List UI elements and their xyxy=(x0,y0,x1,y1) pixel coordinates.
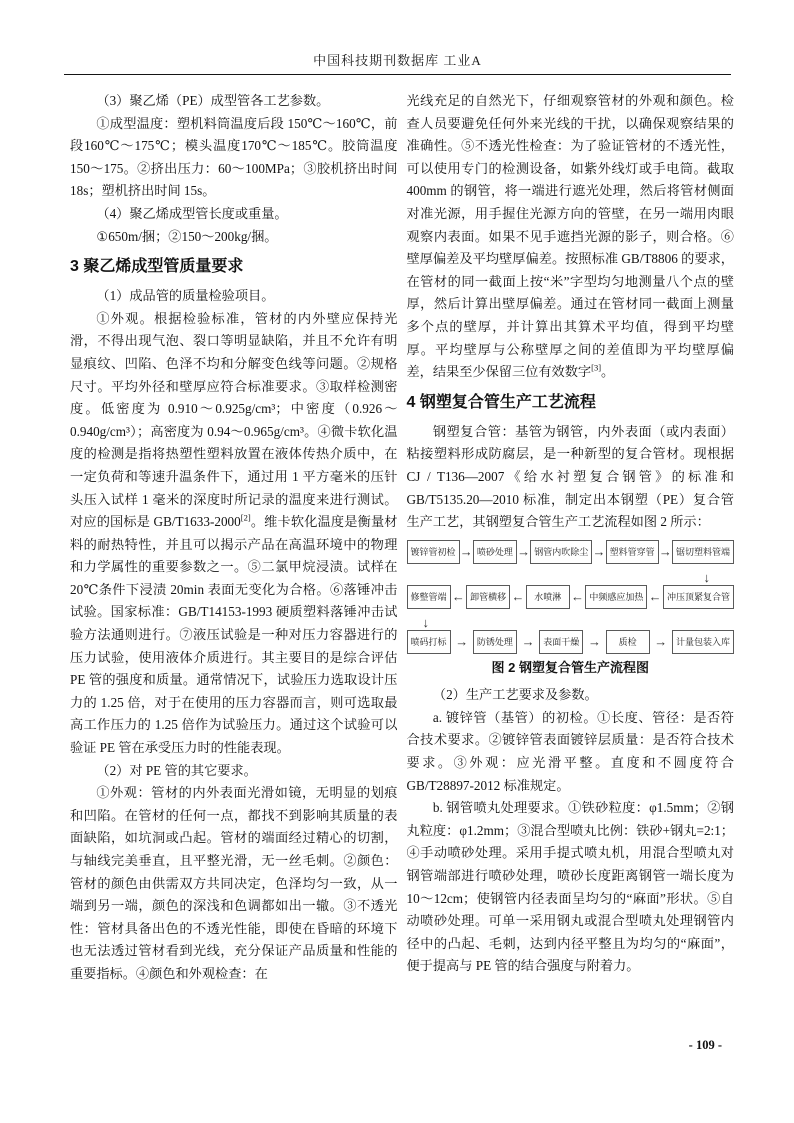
arrow-right-icon: → xyxy=(459,544,473,560)
flow-box-sandblasting: 喷砂处理 xyxy=(473,540,517,564)
flow-connector-row-1 xyxy=(407,564,735,585)
flow-box-pipe-threading: 塑料管穿管 xyxy=(606,540,659,564)
paragraph-length-title: （4）聚乙烯成型管长度或重量。 xyxy=(96,205,288,221)
flow-box-water-spray: 水喷淋 xyxy=(526,585,570,609)
arrow-right-icon: → xyxy=(521,634,535,650)
paragraph-b-shot-blasting: b. 钢管喷丸处理要求。①铁砂粒度：φ1.5mm；②钢丸粒度：φ1.2mm；③混合型喷丸比例：铁砂+钢丸=2:1；④手动喷砂处理。采用手提式喷丸机，用混合型喷丸对钢管端部进行喷砂处理，喷砂长度距离钢管一端长度为 10～12cm；使钢管内径表面呈均匀的“麻面”形状。⑤自动喷砂处理。可单一采用钢丸或混合型喷丸处理钢管内径中的凸起、毛刺，达到内径平整且为均匀的“麻面”，便于提高与 PE 管的结合强度与附着力。 xyxy=(406,800,734,974)
arrow-right-icon: → xyxy=(654,634,668,650)
arrow-left-icon: ← xyxy=(571,589,585,605)
paragraph-continuation-text-b: 。 xyxy=(601,364,615,380)
paragraph-length-body: ①650m/捆；②150～200kg/捆。 xyxy=(96,228,278,244)
paragraph-continuation xyxy=(407,90,735,384)
paragraph-a-initial-inspection: a. 镀锌管（基管）的初检。①长度、管径：是否符合技术要求。②镀锌管表面镀锌层质量：是否符合技术要求。③外观：应光滑平整。直度和不圆度符合 GB/T28897-2012 标准规定。 xyxy=(406,709,734,793)
page-content xyxy=(70,90,734,986)
flow-box-sawing: 锯切塑料管端 xyxy=(672,540,734,564)
arrow-down-icon: ↓ xyxy=(703,569,710,585)
arrow-right-icon: → xyxy=(592,544,606,560)
arrow-right-icon: → xyxy=(658,544,672,560)
paragraph-requirements-title: （2）生产工艺要求及参数。 xyxy=(432,687,598,703)
flow-row-3 xyxy=(407,630,735,654)
flow-box-packing-storage: 计量包装入库 xyxy=(672,630,734,654)
paragraph-quality-text-a: ①外观。根据检验标准，管材的内外壁应保持光滑，不得出现气泡、裂口等明显缺陷，并且不允许有明显痕纹、凹陷、色泽不均和分解变色线等问题。②规格尺寸。平均外径和壁厚应符合标准要求。③取样检测密度。低密度为 0.910～0.925g/cm³；中密度（0.926～0.940g/cm³）；高密度为 0.94～0.965g/cm³。④微卡软化温度的检测是指将热塑性塑料放置在液体传热介质中，在一定负荷和等速升温条件下，通过用 1 平方毫米的压针头压入试样 1 毫米的深度时所记录的温度来进行测试。对应的国标是 GB/T1633-2000 xyxy=(70,310,398,530)
flow-row-2 xyxy=(407,585,735,609)
flow-box-code-marking: 喷码打标 xyxy=(407,630,451,654)
flow-box-quality-check: 质检 xyxy=(606,630,650,654)
paragraph-quality xyxy=(70,308,398,760)
flow-box-induction-heating: 中频感应加热 xyxy=(585,585,647,609)
paragraph-params-body: ①成型温度：塑机料筒温度后段 150℃～160℃，前段160℃～175℃；模头温度170℃～185℃。胶筒温度 150～175。②挤出压力：60～100MPa；③胶机挤出时间 18s；塑机挤出时间 15s。 xyxy=(70,115,398,199)
flow-connector-row-2 xyxy=(407,609,735,630)
paragraph-items-title: （1）成品管的质量检验项目。 xyxy=(96,288,275,304)
flow-box-unloading: 卸管横移 xyxy=(466,585,510,609)
citation-ref-2: [2] xyxy=(240,512,251,523)
section-heading-process: 4 钢塑复合管生产工艺流程 xyxy=(406,393,596,411)
paragraph-other-body: ①外观：管材的内外表面光滑如镜，无明显的划痕和凹陷。在管材的任何一点，都找不到影响其质量的表面缺陷，如坑洞或凸起。管材的端面经过精心的切割，与轴线完美垂直，且平整光滑，无一丝毛刺。②颜色：管材的颜色由供需双方共同决定，色泽均匀一致，从一端到另一端，颜色的深浅和色调都如出一辙。③不透光性：管材具备出色的不透光性能，即使在昏暗的环境下也无法透过管材看到光线，充分保证产品质量和性能的重要指标。④颜色和外观检查：在 xyxy=(70,785,398,981)
paragraph-params-title: （3）聚乙烯（PE）成型管各工艺参数。 xyxy=(96,93,330,108)
arrow-right-icon: → xyxy=(587,634,601,650)
flow-box-press-compounding: 冲压顶紧复合管 xyxy=(663,585,734,609)
arrow-left-icon: ← xyxy=(451,589,465,605)
paragraph-process-intro: 钢塑复合管：基管为钢管，内外表面（或内表面）粘接塑料形成防腐层，是一种新型的复合管材。现根据 CJ / T136—2007《给水衬塑复合钢管》的标准和 GB/T5135.20—2010 标准，制定出本钢塑（PE）复合管生产工艺，其钢塑复合管生产工艺流程如图 2 所示： xyxy=(406,423,734,530)
paragraph-quality-text-b: 。维卡软化温度是衡量材料的耐热特性，并且可以揭示产品在高温环境中的物理和力学属性的重要参数之一。⑤二氯甲烷浸渍。试样在 20℃条件下浸渍 20min 表面无变化为合格。⑥落锤冲击试验。国家标准：GB/T14153-1993 硬质塑料落锤冲击试验方法通则进行。⑦液压试验是一种对压力容器进行的压力试验，使用液体介质进行。其主要目的是综合评估 PE 管的强度和质量。通常情况下，试验压力选取设计压力的 1.25 倍，对于在使用的压力容器而言，则可选取最高工作压力的 1.25 倍作为试验压力。通过这个试验可以验证 PE 管在承受压力时的性能表现。 xyxy=(70,514,398,756)
arrow-right-icon: → xyxy=(517,544,531,560)
journal-title: 中国科技期刊数据库 工业A xyxy=(313,53,482,68)
page-header xyxy=(64,50,731,75)
arrow-left-icon: ← xyxy=(648,589,662,605)
flow-box-surface-drying: 表面干燥 xyxy=(539,630,583,654)
paragraph-other-title: （2）对 PE 管的其它要求。 xyxy=(96,762,257,778)
page-number: - 109 - xyxy=(688,1038,722,1052)
citation-ref-3: [3] xyxy=(591,362,602,373)
arrow-down-icon: ↓ xyxy=(422,614,429,630)
header-rule xyxy=(64,74,731,75)
figure-flowchart xyxy=(407,540,735,654)
flow-row-1 xyxy=(407,540,735,564)
column-left xyxy=(70,90,398,986)
flow-box-rust-prevention: 防锈处理 xyxy=(473,630,517,654)
paragraph-continuation-text-a: 光线充足的自然光下，仔细观察管材的外观和颜色。检查人员要避免任何外来光线的干扰，以确保观察结果的准确性。⑤不透光性检查：为了验证管材的不透光性，可以使用专门的检测设备，如紫外线灯或手电筒。截取 400mm 的钢管，将一端进行遮光处理，然后将管材侧面对准光源，用手握住光源方向的管壁，在另一端用肉眼观察内表面。如果不见手遮挡光源的影子，则合格。⑥壁厚偏差及平均壁厚偏差。按照标准 GB/T8806 的要求，在管材的同一截面上按“米”字型均匀地测量八个点的壁厚，然后计算出壁厚偏差。通过在管材同一截面上测量多个点的壁厚，并计算出其算术平均值，得到平均壁厚。平均壁厚与公称壁厚之间的差值即为平均壁厚偏差，结果至少保留三位有效数字 xyxy=(406,93,734,380)
arrow-right-icon: → xyxy=(455,634,469,650)
flow-box-dust-blowing: 钢管内吹除尘 xyxy=(530,540,592,564)
section-heading-quality: 3 聚乙烯成型管质量要求 xyxy=(70,258,244,276)
column-right xyxy=(407,90,735,986)
flow-box-end-trimming: 修整管端 xyxy=(407,585,451,609)
figure-caption: 图 2 钢塑复合管生产流程图 xyxy=(491,659,649,675)
flow-box-initial-inspection: 镀锌管初检 xyxy=(407,540,460,564)
arrow-left-icon: ← xyxy=(511,589,525,605)
